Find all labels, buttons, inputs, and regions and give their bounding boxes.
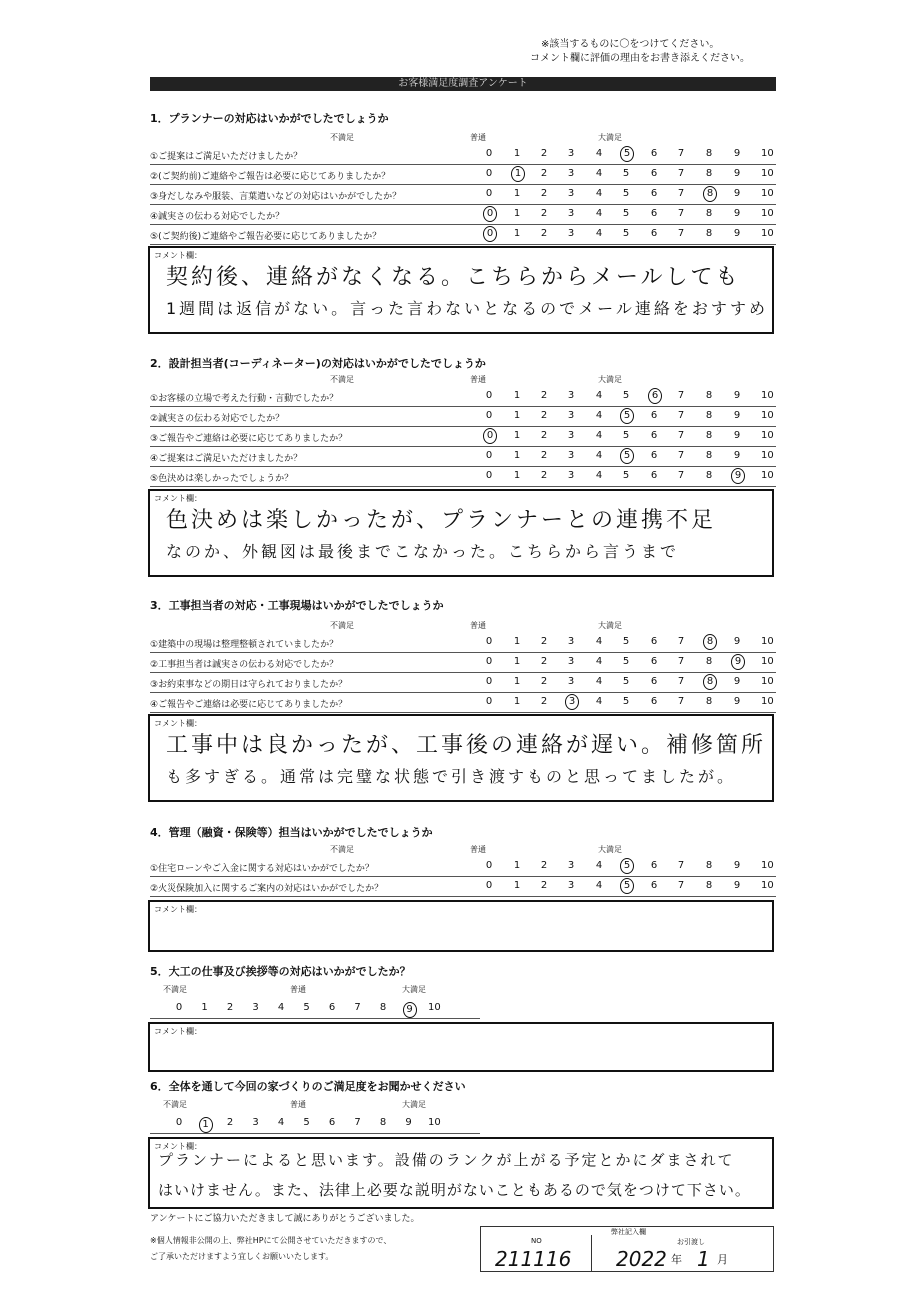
score-option-5[interactable]: 5 [622, 636, 630, 647]
score-option-10[interactable]: 10 [761, 676, 774, 687]
handwritten-comment-line: 色決めは楽しかったが、プランナーとの連携不足 [166, 508, 717, 533]
scale-label-high: 大満足 [402, 1100, 426, 1109]
section-title: 3．工事担当者の対応・工事現場はいかがでしたでしょうか [150, 599, 444, 612]
scale-label-mid: 普通 [470, 375, 486, 384]
score-option-10[interactable]: 10 [761, 430, 774, 441]
question-row [150, 426, 776, 447]
score-option-4[interactable]: 4 [595, 880, 603, 891]
score-option-6[interactable]: 6 [650, 880, 658, 891]
score-option-4[interactable]: 4 [595, 188, 603, 199]
scale-label-high: 大満足 [598, 621, 622, 630]
score-option-1[interactable]: 1 [513, 450, 521, 461]
scale-label-low: 不満足 [163, 1100, 187, 1109]
score-option-8[interactable]: 8 [705, 228, 713, 239]
score-option-7[interactable]: 7 [677, 390, 685, 401]
section5-comment-box[interactable] [148, 1022, 774, 1072]
score-option-7[interactable]: 7 [677, 860, 685, 871]
question-text: ④ご報告やご連絡は必要に応じてありましたか？ [150, 700, 348, 710]
score-option-10[interactable]: 10 [761, 880, 774, 891]
question-text: ①建築中の現場は整理整頓されていましたか？ [150, 640, 339, 650]
score-option-7[interactable]: 7 [354, 1117, 361, 1128]
score-option-10[interactable]: 10 [761, 696, 774, 707]
question-text: ③ご報告やご連絡は必要に応じてありましたか？ [150, 434, 348, 444]
question-row [150, 386, 776, 407]
score-option-9[interactable]: 9 [733, 636, 741, 647]
question-row [150, 692, 776, 713]
question-text: ④誠実さの伝わる対応でしたか？ [150, 212, 285, 222]
handwritten-comment-line: 工事中は良かったが、工事後の連絡が遅い。補修箇所 [166, 733, 767, 758]
score-option-4[interactable]: 4 [595, 656, 603, 667]
score-option-9[interactable]: 9 [733, 188, 741, 199]
score-option-9[interactable]: 9 [733, 228, 741, 239]
section5-title: 5．大工の仕事及び挨拶等の対応はいかがでしたか？ [150, 965, 411, 978]
score-option-5[interactable]: 5 [620, 878, 634, 894]
score-option-8[interactable]: 8 [705, 860, 713, 871]
score-option-8[interactable]: 8 [379, 1002, 387, 1013]
score-option-6[interactable]: 6 [328, 1117, 336, 1128]
score-option-1[interactable]: 1 [513, 656, 521, 667]
score-option-0[interactable]: 0 [485, 168, 493, 179]
score-option-7[interactable]: 7 [677, 450, 685, 461]
score-option-7[interactable]: 7 [677, 880, 685, 891]
score-option-10[interactable]: 10 [761, 450, 774, 461]
scale-label-mid: 普通 [470, 845, 486, 854]
score-option-5[interactable]: 5 [620, 408, 634, 424]
scale-label-mid: 普通 [470, 621, 486, 630]
score-option-4[interactable]: 4 [277, 1002, 285, 1013]
score-option-4[interactable]: 4 [595, 676, 603, 687]
score-option-6[interactable]: 6 [648, 388, 662, 404]
customer-number: 211116 [495, 1247, 572, 1271]
score-option-10[interactable]: 10 [761, 470, 774, 481]
score-option-3[interactable]: 3 [567, 208, 575, 219]
score-option-3[interactable]: 3 [567, 188, 575, 199]
question-row [150, 224, 776, 245]
scale-label-low: 不満足 [330, 845, 354, 854]
score-option-2[interactable]: 2 [540, 148, 548, 159]
score-option-1[interactable]: 1 [513, 410, 521, 421]
score-option-5[interactable]: 5 [303, 1117, 310, 1128]
score-option-3[interactable]: 3 [567, 148, 575, 159]
score-option-0[interactable]: 0 [485, 410, 493, 421]
question-row [150, 632, 776, 653]
scale-underline [150, 1133, 480, 1134]
score-option-8[interactable]: 8 [705, 208, 713, 219]
handover-year: 2022 [616, 1247, 667, 1271]
score-option-0[interactable]: 0 [485, 860, 493, 871]
score-option-10[interactable]: 10 [761, 656, 774, 667]
scale-label-low: 不満足 [330, 375, 354, 384]
score-option-9[interactable]: 9 [733, 168, 741, 179]
score-option-8[interactable]: 8 [705, 168, 713, 179]
number-header: NO [531, 1237, 542, 1245]
score-option-0[interactable]: 0 [175, 1117, 183, 1128]
score-option-6[interactable]: 6 [650, 410, 658, 421]
score-option-4[interactable]: 4 [595, 470, 603, 481]
question-text: ②工事担当者は誠実さの伝わる対応でしたか？ [150, 660, 339, 670]
score-option-6[interactable]: 6 [650, 208, 658, 219]
question-row [150, 856, 776, 877]
scale-label-high: 大満足 [598, 375, 622, 384]
score-option-6[interactable]: 6 [650, 228, 658, 239]
score-option-8[interactable]: 8 [705, 470, 713, 481]
score-option-5[interactable]: 5 [622, 676, 630, 687]
handwritten-comment-line: はいけません。また、法律上必要な説明がないこともあるので気をつけて下さい。 [158, 1181, 751, 1199]
score-option-9[interactable]: 9 [405, 1117, 412, 1128]
score-option-3[interactable]: 3 [567, 470, 575, 481]
score-option-0[interactable]: 0 [483, 226, 497, 242]
score-option-0[interactable]: 0 [485, 880, 493, 891]
score-option-9[interactable]: 9 [733, 430, 741, 441]
score-option-7[interactable]: 7 [677, 676, 685, 687]
handwritten-comment-line: 契約後、連絡がなくなる。こちらからメールしても [166, 265, 741, 290]
score-option-6[interactable]: 6 [650, 450, 658, 461]
score-option-6[interactable]: 6 [650, 148, 658, 159]
score-option-7[interactable]: 7 [677, 148, 685, 159]
score-option-2[interactable]: 2 [540, 208, 548, 219]
score-option-1[interactable]: 1 [513, 188, 521, 199]
comment-box[interactable] [148, 489, 774, 577]
score-option-1[interactable]: 1 [513, 696, 521, 707]
score-option-2[interactable]: 2 [540, 450, 548, 461]
score-option-4[interactable]: 4 [595, 148, 603, 159]
score-option-3[interactable]: 3 [252, 1117, 259, 1128]
score-option-7[interactable]: 7 [677, 656, 685, 667]
score-option-2[interactable]: 2 [540, 636, 548, 647]
question-row [150, 672, 776, 693]
score-option-4[interactable]: 4 [595, 430, 603, 441]
score-option-1[interactable]: 1 [513, 676, 521, 687]
question-text: ③お約束事などの期日は守られておりましたか？ [150, 680, 348, 690]
score-option-3[interactable]: 3 [567, 410, 575, 421]
score-option-9[interactable]: 9 [733, 410, 741, 421]
question-row [150, 144, 776, 165]
question-row [150, 184, 776, 205]
scale-underline [150, 1018, 480, 1019]
comment-box[interactable] [148, 246, 774, 334]
score-option-8[interactable]: 8 [705, 148, 713, 159]
office-use-stamp-box [480, 1226, 774, 1272]
score-option-8[interactable]: 8 [703, 634, 717, 650]
score-option-3[interactable]: 3 [565, 694, 579, 710]
score-option-8[interactable]: 8 [703, 186, 717, 202]
score-option-8[interactable]: 8 [705, 450, 713, 461]
score-option-5[interactable]: 5 [622, 430, 630, 441]
score-option-0[interactable]: 0 [485, 656, 493, 667]
score-option-5[interactable]: 5 [622, 208, 630, 219]
score-option-7[interactable]: 7 [677, 410, 685, 421]
score-option-3[interactable]: 3 [567, 168, 575, 179]
score-option-10[interactable]: 10 [761, 148, 774, 159]
question-row [150, 466, 776, 487]
score-option-0[interactable]: 0 [485, 148, 493, 159]
score-option-2[interactable]: 2 [540, 656, 548, 667]
score-option-9[interactable]: 9 [731, 468, 745, 484]
comment-label: コメント欄： [154, 494, 202, 503]
score-option-6[interactable]: 6 [650, 656, 658, 667]
score-option-7[interactable]: 7 [677, 168, 685, 179]
score-option-1[interactable]: 1 [513, 208, 521, 219]
section6-comment-box[interactable] [148, 1137, 774, 1209]
handwritten-comment-line: も多すぎる。通常は完璧な状態で引き渡すものと思ってましたが。 [166, 767, 737, 786]
question-text: ③身だしなみや服装、言葉遣いなどの対応はいかがでしたか？ [150, 192, 402, 202]
section-title: 1．プランナーの対応はいかがでしたでしょうか [150, 112, 389, 125]
score-option-6[interactable]: 6 [650, 470, 658, 481]
score-option-9[interactable]: 9 [403, 1002, 417, 1018]
score-option-9[interactable]: 9 [731, 654, 745, 670]
score-option-4[interactable]: 4 [277, 1117, 285, 1128]
thanks-text: アンケートにご協力いただきまして誠にありがとうございました。 [150, 1214, 420, 1224]
score-option-2[interactable]: 2 [540, 860, 548, 871]
score-option-3[interactable]: 3 [567, 676, 575, 687]
score-option-6[interactable]: 6 [650, 430, 658, 441]
question-row [150, 204, 776, 225]
section-title: 2．設計担当者(コーディネーター)の対応はいかがでしたでしょうか [150, 357, 486, 370]
question-row [150, 876, 776, 897]
question-row [150, 406, 776, 427]
score-option-2[interactable]: 2 [226, 1117, 234, 1128]
question-text: ⑤(ご契約後)ご連絡やご報告必要に応じてありましたか？ [150, 232, 382, 242]
scale-label-high: 大満足 [598, 845, 622, 854]
month-unit: 月 [717, 1253, 728, 1266]
section-title: 4．管理（融資・保険等）担当はいかがでしたでしょうか [150, 826, 433, 839]
score-option-7[interactable]: 7 [354, 1002, 361, 1013]
score-option-2[interactable]: 2 [540, 430, 548, 441]
score-option-1[interactable]: 1 [513, 228, 521, 239]
scale-label-mid: 普通 [290, 985, 306, 994]
score-option-7[interactable]: 7 [677, 188, 685, 199]
score-option-7[interactable]: 7 [677, 430, 685, 441]
score-option-10[interactable]: 10 [761, 228, 774, 239]
score-option-1[interactable]: 1 [513, 636, 521, 647]
handover-header: お引渡し [677, 1238, 705, 1246]
score-option-3[interactable]: 3 [567, 636, 575, 647]
score-option-5[interactable]: 5 [620, 146, 634, 162]
score-option-4[interactable]: 4 [595, 208, 603, 219]
score-option-1[interactable]: 1 [513, 880, 521, 891]
score-option-0[interactable]: 0 [485, 450, 493, 461]
instruction-note-comment: コメント欄に評価の理由をお書き添えください。 [530, 53, 750, 64]
score-option-3[interactable]: 3 [567, 860, 575, 871]
score-option-8[interactable]: 8 [705, 390, 713, 401]
score-option-1[interactable]: 1 [511, 166, 525, 182]
scale-label-mid: 普通 [290, 1100, 306, 1109]
privacy-note: ご了承いただけますよう宜しくお願いいたします。 [150, 1252, 334, 1261]
question-row [150, 164, 776, 185]
score-option-5[interactable]: 5 [622, 696, 630, 707]
privacy-note: ※個人情報非公開の上、弊社HPにて公開させていただきますので、 [150, 1236, 392, 1245]
score-option-8[interactable]: 8 [705, 880, 713, 891]
score-option-7[interactable]: 7 [677, 208, 685, 219]
question-text: ②誠実さの伝わる対応でしたか？ [150, 414, 285, 424]
score-option-2[interactable]: 2 [540, 880, 548, 891]
score-option-4[interactable]: 4 [595, 636, 603, 647]
score-option-5[interactable]: 5 [303, 1002, 310, 1013]
score-option-6[interactable]: 6 [650, 676, 658, 687]
score-option-4[interactable]: 4 [595, 228, 603, 239]
scale-label-low: 不満足 [330, 133, 354, 142]
score-option-1[interactable]: 1 [513, 470, 521, 481]
score-option-8[interactable]: 8 [705, 656, 713, 667]
score-option-9[interactable]: 9 [733, 450, 741, 461]
comment-box[interactable] [148, 714, 774, 802]
scale-label-high: 大満足 [598, 133, 622, 142]
handwritten-comment-line: プランナーによると思います。設備のランクが上がる予定とかにダまされて [158, 1151, 735, 1169]
score-option-10[interactable]: 10 [761, 188, 774, 199]
score-option-0[interactable]: 0 [485, 390, 493, 401]
section6-title: 6．全体を通して今回の家づくりのご満足度をお聞かせください [150, 1080, 466, 1093]
score-option-3[interactable]: 3 [567, 228, 575, 239]
scale-label-mid: 普通 [470, 133, 486, 142]
score-option-7[interactable]: 7 [677, 696, 685, 707]
question-text: ⑤色決めは楽しかったでしょうか？ [150, 474, 294, 484]
score-option-0[interactable]: 0 [483, 206, 497, 222]
score-option-1[interactable]: 1 [513, 390, 521, 401]
question-row [150, 446, 776, 467]
score-option-2[interactable]: 2 [540, 410, 548, 421]
score-option-0[interactable]: 0 [485, 188, 493, 199]
score-option-10[interactable]: 10 [761, 636, 774, 647]
comment-label: コメント欄： [154, 1142, 202, 1151]
score-option-9[interactable]: 9 [733, 390, 741, 401]
score-option-7[interactable]: 7 [677, 228, 685, 239]
score-option-10[interactable]: 10 [761, 390, 774, 401]
score-option-2[interactable]: 2 [540, 228, 548, 239]
score-option-6[interactable]: 6 [650, 168, 658, 179]
score-option-0[interactable]: 0 [485, 696, 493, 707]
handover-month: 1 [697, 1247, 710, 1271]
score-option-10[interactable]: 10 [761, 168, 774, 179]
score-option-2[interactable]: 2 [540, 676, 548, 687]
score-option-6[interactable]: 6 [650, 696, 658, 707]
score-option-1[interactable]: 1 [199, 1117, 213, 1133]
handwritten-comment-line: なのか、外観図は最後までこなかった。こちらから言うまで [166, 542, 680, 561]
score-option-3[interactable]: 3 [567, 430, 575, 441]
score-option-5[interactable]: 5 [622, 228, 630, 239]
score-option-10[interactable]: 10 [761, 410, 774, 421]
score-option-3[interactable]: 3 [567, 880, 575, 891]
score-option-8[interactable]: 8 [705, 696, 713, 707]
question-row [150, 652, 776, 673]
score-option-9[interactable]: 9 [733, 208, 741, 219]
score-option-10[interactable]: 10 [428, 1002, 441, 1013]
score-option-8[interactable]: 8 [705, 430, 713, 441]
question-text: ②(ご契約前)ご連絡やご報告は必要に応じてありましたか？ [150, 172, 391, 182]
scale-label-high: 大満足 [402, 985, 426, 994]
score-option-3[interactable]: 3 [567, 656, 575, 667]
score-option-7[interactable]: 7 [677, 470, 685, 481]
score-option-10[interactable]: 10 [428, 1117, 441, 1128]
score-option-5[interactable]: 5 [622, 470, 630, 481]
score-option-9[interactable]: 9 [733, 880, 741, 891]
score-option-9[interactable]: 9 [733, 676, 741, 687]
score-option-0[interactable]: 0 [485, 470, 493, 481]
instruction-note: ※該当するものに〇をつけてください。 [541, 39, 720, 50]
score-option-4[interactable]: 4 [595, 390, 603, 401]
score-option-0[interactable]: 0 [485, 636, 493, 647]
score-option-5[interactable]: 5 [620, 858, 634, 874]
score-option-3[interactable]: 3 [567, 390, 575, 401]
score-option-6[interactable]: 6 [328, 1002, 336, 1013]
score-option-2[interactable]: 2 [540, 470, 548, 481]
score-option-4[interactable]: 4 [595, 860, 603, 871]
score-option-3[interactable]: 3 [252, 1002, 259, 1013]
score-option-1[interactable]: 1 [513, 148, 521, 159]
score-option-2[interactable]: 2 [540, 390, 548, 401]
year-unit: 年 [671, 1253, 682, 1266]
comment-label: コメント欄： [154, 719, 202, 728]
score-option-2[interactable]: 2 [540, 168, 548, 179]
score-option-5[interactable]: 5 [622, 656, 630, 667]
office-use-label: 弊社記入欄 [611, 1228, 646, 1236]
score-option-2[interactable]: 2 [226, 1002, 234, 1013]
score-option-6[interactable]: 6 [650, 860, 658, 871]
comment-label: コメント欄： [154, 905, 202, 914]
score-option-5[interactable]: 5 [622, 188, 630, 199]
score-option-6[interactable]: 6 [650, 188, 658, 199]
score-option-10[interactable]: 10 [761, 208, 774, 219]
score-option-4[interactable]: 4 [595, 168, 603, 179]
score-option-3[interactable]: 3 [567, 450, 575, 461]
handwritten-comment-line: 1週間は返信がない。言った言わないとなるのでメール連絡をおすすめ [166, 299, 769, 318]
score-option-5[interactable]: 5 [622, 390, 630, 401]
score-option-1[interactable]: 1 [201, 1002, 208, 1013]
stamp-divider [591, 1235, 592, 1271]
score-option-2[interactable]: 2 [540, 188, 548, 199]
comment-box[interactable] [148, 900, 774, 952]
score-option-1[interactable]: 1 [513, 430, 521, 441]
comment-label: コメント欄： [154, 1027, 202, 1036]
scale-label-low: 不満足 [330, 621, 354, 630]
score-option-6[interactable]: 6 [650, 636, 658, 647]
score-option-9[interactable]: 9 [733, 148, 741, 159]
score-option-9[interactable]: 9 [733, 860, 741, 871]
score-option-5[interactable]: 5 [622, 168, 630, 179]
question-text: ①住宅ローンやご入金に関する対応はいかがでしたか？ [150, 864, 374, 874]
score-option-9[interactable]: 9 [733, 696, 741, 707]
survey-title-banner: お客様満足度調査アンケート [150, 77, 776, 91]
score-option-8[interactable]: 8 [705, 410, 713, 421]
score-option-0[interactable]: 0 [485, 676, 493, 687]
score-option-4[interactable]: 4 [595, 696, 603, 707]
score-option-4[interactable]: 4 [595, 410, 603, 421]
question-text: ④ご提案はご満足いただけましたか？ [150, 454, 303, 464]
score-option-8[interactable]: 8 [379, 1117, 387, 1128]
score-option-5[interactable]: 5 [620, 448, 634, 464]
question-text: ①ご提案はご満足いただけましたか？ [150, 152, 303, 162]
score-option-0[interactable]: 0 [175, 1002, 183, 1013]
score-option-7[interactable]: 7 [677, 636, 685, 647]
comment-label: コメント欄： [154, 251, 202, 260]
question-text: ①お客様の立場で考えた行動・言動でしたか？ [150, 394, 339, 404]
score-option-8[interactable]: 8 [703, 674, 717, 690]
question-text: ②火災保険加入に関するご案内の対応はいかがでしたか？ [150, 884, 384, 894]
score-option-10[interactable]: 10 [761, 860, 774, 871]
score-option-0[interactable]: 0 [483, 428, 497, 444]
score-option-4[interactable]: 4 [595, 450, 603, 461]
score-option-2[interactable]: 2 [540, 696, 548, 707]
scale-label-low: 不満足 [163, 985, 187, 994]
score-option-1[interactable]: 1 [513, 860, 521, 871]
